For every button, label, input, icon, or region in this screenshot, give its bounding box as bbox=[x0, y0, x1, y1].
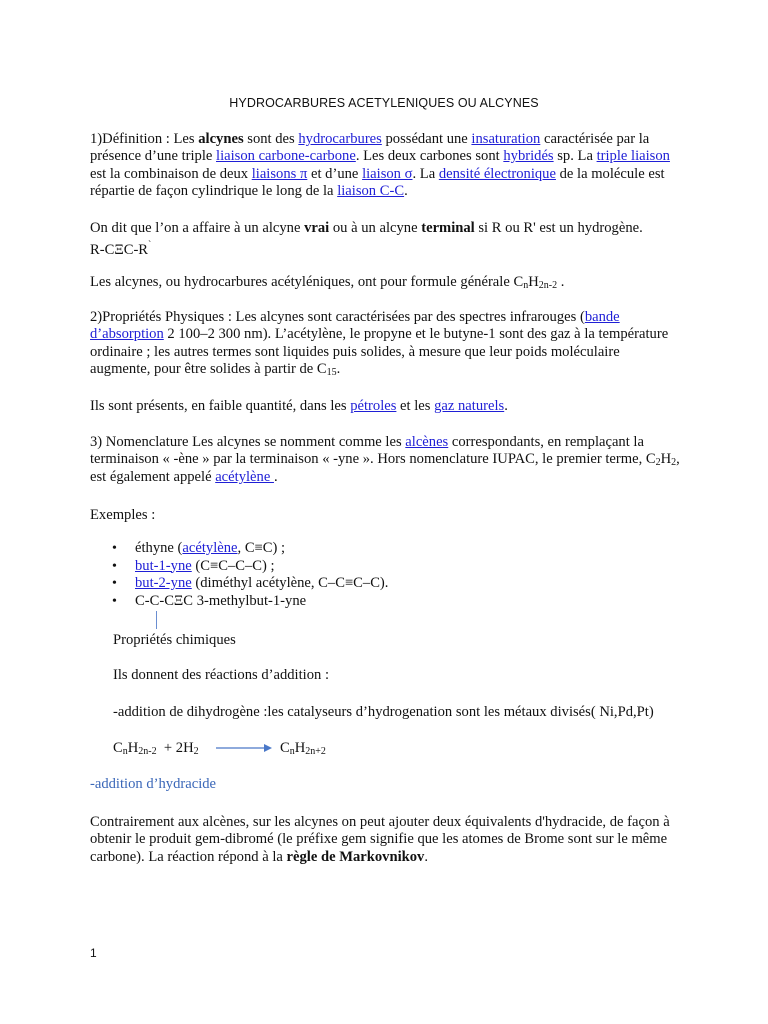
subscript: n bbox=[289, 746, 295, 757]
definition-text: . bbox=[404, 183, 408, 200]
link-hydrocarbures[interactable]: hydrocarbures bbox=[298, 131, 382, 147]
definition-text: 1)Définition : Les bbox=[90, 131, 199, 147]
link-insaturation[interactable]: insaturation bbox=[471, 131, 541, 147]
hydracide-text: Contrairement aux alcènes, sur les alcynes on peut ajouter deux équivalents d'hydracide, de façon à obtenir le produit gem-dibromé (le préfixe gem signifie que les atomes de Brome sont sur le même carbone). La réaction répond à la bbox=[90, 814, 670, 865]
page-number: 1 bbox=[90, 946, 97, 960]
presents-text: et les bbox=[396, 398, 435, 414]
presents-text: . bbox=[504, 398, 508, 414]
link-bande-absorption[interactable]: bande d’absorption bbox=[90, 309, 620, 343]
definition-text: possédant une bbox=[381, 131, 472, 147]
nomenclature-text: 3) Nomenclature Les alcynes se nomment comme les bbox=[90, 434, 406, 450]
link-triple-liaison[interactable]: triple liaison bbox=[596, 148, 670, 165]
document-title: HYDROCARBURES ACETYLENIQUES OU ALCYNES bbox=[229, 96, 539, 110]
examples-label: Exemples : bbox=[90, 507, 156, 523]
term-terminal: terminal bbox=[421, 220, 475, 236]
chemical-properties-heading: Propriétés chimiques bbox=[113, 632, 236, 648]
link-example-but-2-yne[interactable]: but-2-yne bbox=[135, 575, 192, 591]
list-item bbox=[110, 540, 388, 558]
reaction-text: C bbox=[113, 740, 123, 756]
terminal-text: si R ou R' est un hydrogène. bbox=[474, 220, 643, 236]
hydracide-text: . bbox=[424, 848, 428, 865]
link-example-but-1-yne[interactable]: but-1-yne bbox=[135, 557, 192, 574]
nomenclature-text: H bbox=[660, 451, 672, 468]
hydracide-paragraph bbox=[90, 814, 680, 866]
definition-text: et d’une bbox=[307, 165, 363, 182]
reaction-text: H bbox=[294, 740, 306, 756]
reaction-arrow-icon bbox=[216, 742, 272, 754]
link-petroles[interactable]: pétroles bbox=[350, 398, 397, 414]
subscript: 15 bbox=[326, 367, 337, 379]
example-text: (C≡C–C–C) ; bbox=[191, 557, 275, 574]
subscript: 2 bbox=[193, 746, 199, 757]
link-example-acetylene[interactable]: acétylène bbox=[182, 540, 238, 556]
presents-text: Ils sont présents, en faible quantité, dans les bbox=[90, 398, 351, 414]
reaction-text: H bbox=[127, 740, 139, 756]
bond-line bbox=[156, 611, 157, 629]
terminal-paragraph bbox=[90, 220, 680, 260]
general-text: Les alcynes, ou hydrocarbures acétyléniques, ont pour formule générale C bbox=[90, 274, 524, 290]
nomenclature-paragraph bbox=[90, 434, 680, 486]
nomenclature-text: correspondants, en remplaçant la terminaison « -ène » par la terminaison « -yne ». Hors nomenclature IUPAC, le premier terme, C bbox=[90, 434, 656, 468]
subscript: 2n+2 bbox=[305, 746, 326, 757]
term-markovnikov: règle de Markovnikov bbox=[286, 848, 425, 865]
subscript: 2 bbox=[655, 457, 661, 469]
nomenclature-text: , est également appelé bbox=[90, 451, 680, 485]
definition-text: . Les deux carbones sont bbox=[355, 148, 504, 165]
definition-text: . La bbox=[412, 165, 439, 182]
general-formula-paragraph bbox=[90, 274, 680, 291]
terminal-text: ou à un alcyne bbox=[329, 220, 422, 236]
subscript: 2 bbox=[671, 457, 677, 469]
link-acetylene[interactable]: acétylène bbox=[215, 468, 274, 485]
reaction-right bbox=[280, 740, 326, 757]
physiques-text: 2)Propriétés Physiques : Les alcynes sont caractérisées par des spectres infrarouges ( bbox=[90, 309, 585, 325]
examples-list bbox=[110, 540, 388, 610]
presents-paragraph bbox=[90, 398, 680, 415]
list-item bbox=[110, 558, 388, 576]
subscript: 2n-2 bbox=[538, 280, 558, 291]
term-vrai: vrai bbox=[304, 220, 330, 236]
link-liaisons-pi[interactable]: liaisons π bbox=[251, 165, 308, 182]
physiques-text: 2 100–2 300 nm). L’acétylène, le propyne et le butyne-1 sont des gaz à la température ordinaire ; les autres termes sont liquides puis solides, à mesure que leur poids moléculaire augmente, pour être solides à partir de C bbox=[90, 326, 669, 378]
reaction-text: C bbox=[280, 740, 290, 756]
link-densite-electronique[interactable]: densité électronique bbox=[438, 165, 556, 182]
term-alcynes: alcynes bbox=[198, 131, 244, 147]
formula-prime: ` bbox=[148, 240, 152, 252]
physical-properties-paragraph bbox=[90, 309, 680, 379]
addition-intro: Ils donnent des réactions d’addition : bbox=[113, 667, 330, 683]
example-text: éthyne ( bbox=[135, 540, 183, 556]
alkyne-formula: R-CΞC-R bbox=[90, 242, 149, 259]
definition-text: sp. La bbox=[553, 148, 597, 165]
list-item bbox=[110, 593, 388, 611]
link-liaison-sigma[interactable]: liaison σ bbox=[362, 165, 413, 182]
physiques-text: . bbox=[336, 361, 341, 378]
example-text: (diméthyl acétylène, C–C≡C–C). bbox=[191, 575, 389, 591]
link-liaison-c-c[interactable]: liaison C-C bbox=[337, 183, 405, 200]
hydracide-heading: -addition d’hydracide bbox=[90, 776, 217, 792]
reaction-text: + 2H bbox=[156, 740, 194, 756]
link-alcenes[interactable]: alcènes bbox=[405, 434, 449, 450]
definition-text: est la combinaison de deux bbox=[90, 165, 252, 182]
example-text: C-C-CΞC 3-methylbut-1-yne bbox=[135, 592, 307, 609]
example-text: , C≡C) ; bbox=[237, 540, 286, 556]
general-text: . bbox=[557, 274, 565, 290]
subscript: 2n-2 bbox=[138, 746, 157, 757]
terminal-text: On dit que l’on a affaire à un alcyne bbox=[90, 220, 305, 236]
general-text: H bbox=[528, 274, 539, 290]
link-liaison-carbone-carbone[interactable]: liaison carbone-carbone bbox=[216, 148, 356, 165]
subscript: n bbox=[122, 746, 128, 757]
definition-text: sont des bbox=[243, 131, 299, 147]
nomenclature-text: . bbox=[273, 468, 278, 485]
dihydrogene-line: -addition de dihydrogène :les catalyseurs d’hydrogenation sont les métaux divisés( Ni,Pd,Pt) bbox=[113, 704, 654, 720]
definition-text: caractérisée par la présence d’une triple bbox=[90, 131, 650, 165]
reaction-left bbox=[113, 740, 199, 757]
definition-text: de la molécule est répartie de façon cylindrique le long de la bbox=[90, 165, 665, 200]
subscript: n bbox=[523, 280, 529, 291]
link-gaz-naturels[interactable]: gaz naturels bbox=[434, 398, 505, 414]
link-hybrides[interactable]: hybridés bbox=[503, 148, 554, 165]
definition-paragraph bbox=[90, 131, 680, 201]
list-item bbox=[110, 575, 388, 593]
